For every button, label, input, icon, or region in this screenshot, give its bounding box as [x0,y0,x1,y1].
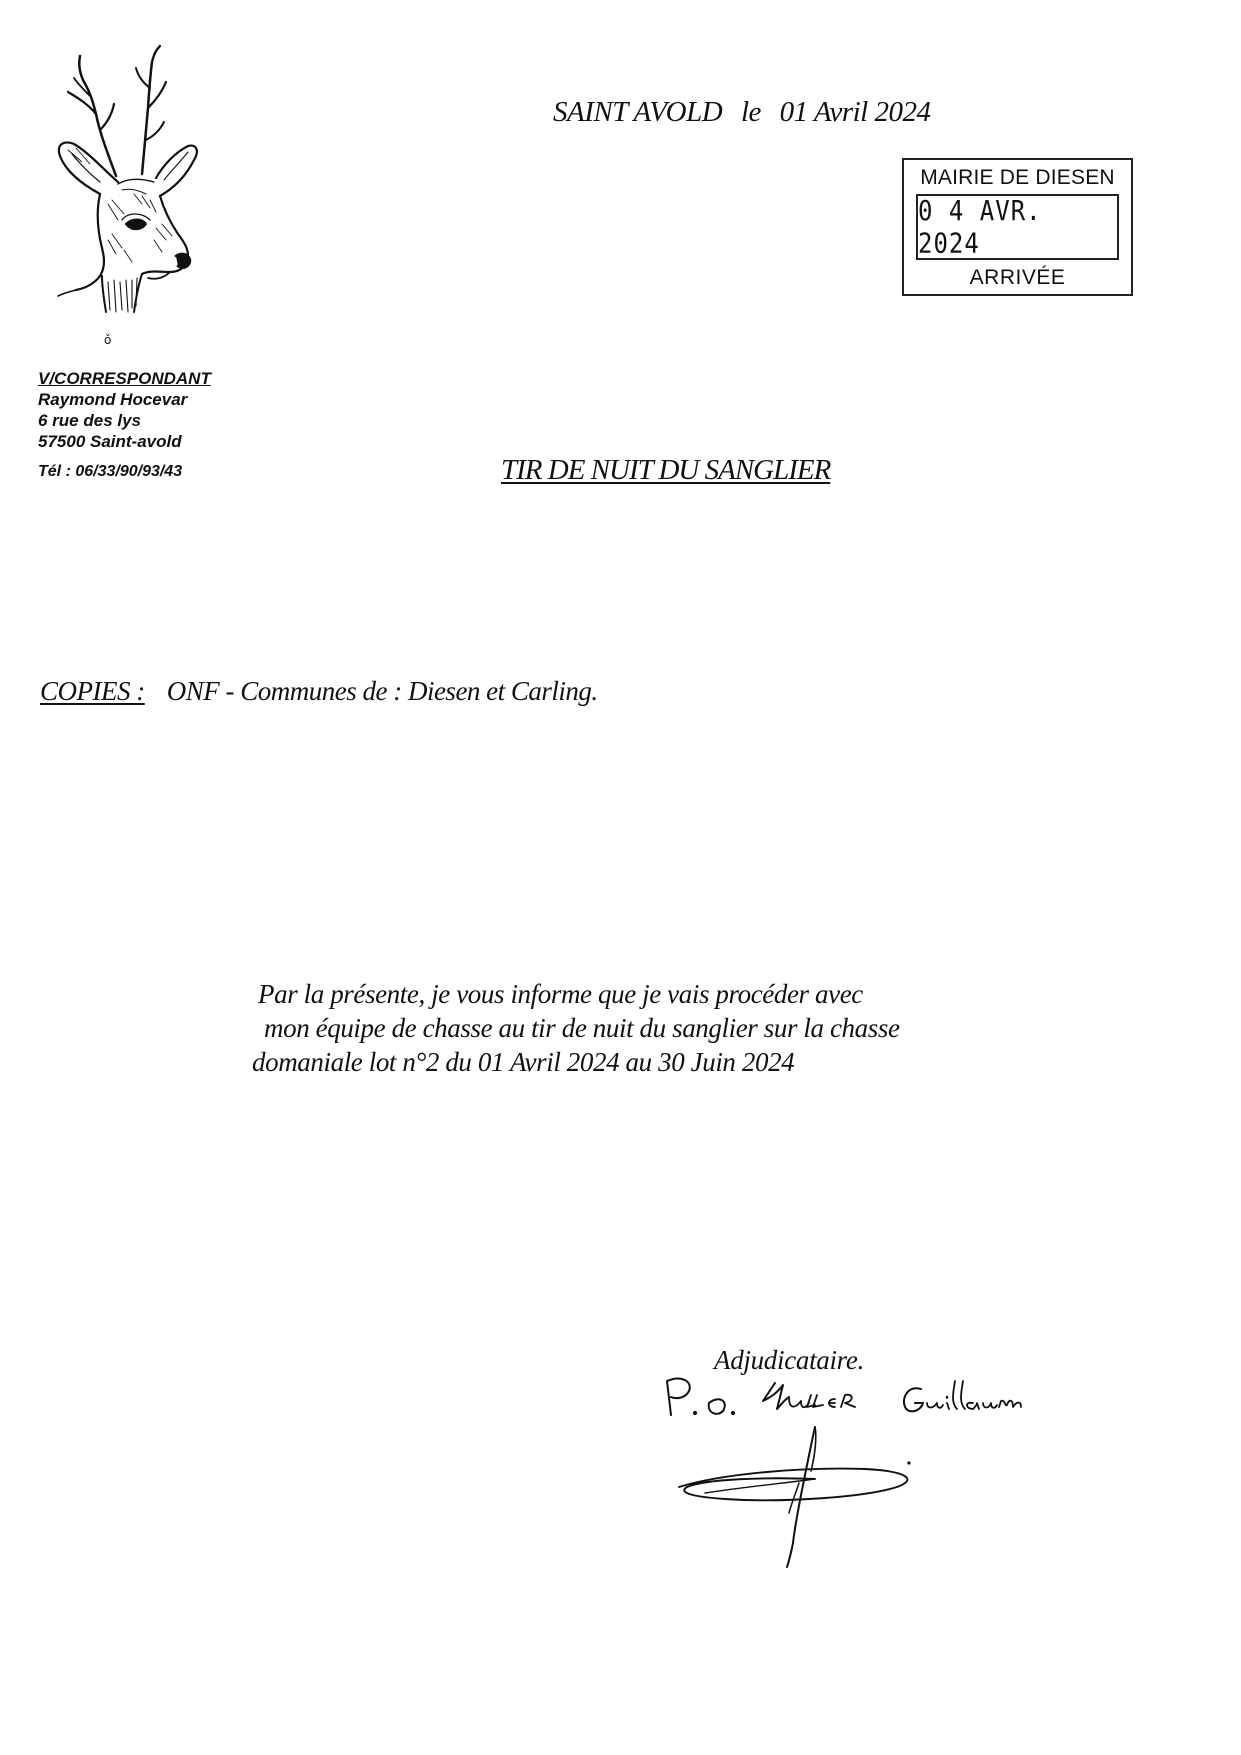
copies-label: COPIES : [40,676,145,706]
tick-mark: ǒ [104,333,112,347]
date-value: 01 Avril 2024 [779,96,931,128]
stamp-date-box [916,194,1119,260]
roe-deer-head-icon [38,44,218,316]
copies-value: ONF - Communes de : Diesen et Carling. [166,676,598,706]
correspondent-city: 57500 Saint-avold [38,432,182,451]
body-line: mon équipe de chasse au tir de nuit du sanglier sur la chasse [264,1013,900,1043]
stamp-date: 0 4 AVR. 2024 [918,194,1042,260]
stamp-header: MAIRIE DE DIESEN [920,166,1115,189]
correspondent-label: V/CORRESPONDANT [38,369,211,388]
letter-body [252,977,900,1079]
stamp-footer: ARRIVÉE [969,266,1066,289]
correspondent-name: Raymond Hocevar [38,390,188,409]
subject-title: TIR DE NUIT DU SANGLIER [501,454,831,486]
correspondent-phone: Tél : 06/33/90/93/43 [38,463,183,480]
body-line: Par la présente, je vous informe que je vais procéder avec [258,979,863,1009]
date-city: SAINT AVOLD [553,96,723,128]
handwritten-signature [665,1375,1085,1585]
body-line: domaniale lot n°2 du 01 Avril 2024 au 30 Juin 2024 [252,1047,795,1077]
correspondent-street: 6 rue des lys [38,411,142,430]
signoff-title: Adjudicataire. [714,1345,865,1375]
date-line [553,96,931,129]
date-connector: le [740,96,761,128]
received-stamp [902,158,1133,296]
copies-line [40,676,598,707]
correspondent-block [38,368,211,482]
